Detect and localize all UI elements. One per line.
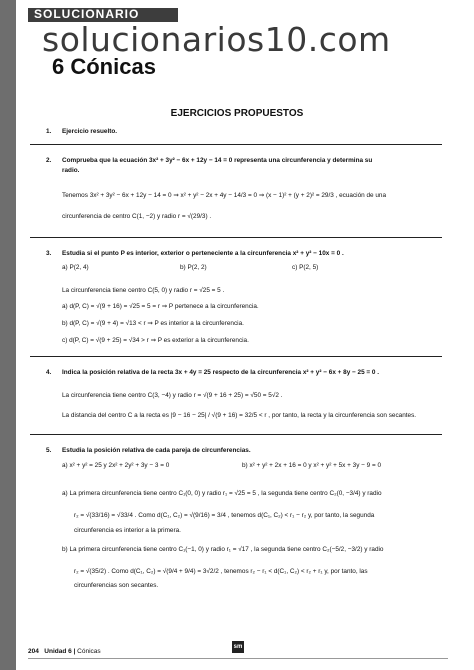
page-footer <box>28 648 101 655</box>
left-margin-bar <box>0 0 16 670</box>
exercise-1-text: Ejercicio resuelto. <box>62 128 118 135</box>
exercise-2-answer: Tenemos 3x² + 3y² − 6x + 12y − 14 = 0 ⇒ x² + y² − 2x + 4y − 14/3 = 0 ⇒ (x − 1)² + (y + 2)² = 29/3 , ecuación de una <box>62 192 387 199</box>
unit-title: 6 Cónicas <box>52 54 156 79</box>
divider <box>30 237 442 238</box>
footer-unit: Unidad 6 | <box>44 648 76 655</box>
header-label: SOLUCIONARIO <box>34 7 140 21</box>
exercise-1-number: 1. <box>46 128 52 135</box>
exercise-5-answer-b-cont: r₂ = √(35/2) . Como d(C₁, C₂) = √(9/4 + 9/4) = 3√2/2 , tenemos r₂ − r₁ < d(C₁, C₂) < r₂ + r₁ y, por tanto, las <box>74 568 368 575</box>
exercise-5-answer-a-cont: r₂ = √(33/16) = √33/4 . Como d(C₁, C₂) = √(9/16) = 3/4 , tenemos d(C₁, C₂) < r₁ − r₂ y, por tanto, la segunda <box>74 512 375 519</box>
footer-topic: Cónicas <box>77 648 101 655</box>
exercise-3-answer-b: b) d(P, C) = √(9 + 4) = √13 < r ⇒ P es interior a la circunferencia. <box>62 320 244 327</box>
exercise-5-answer-b: b) La primera circunferencia tiene centro C₁(−1, 0) y radio r₁ = √17 , la segunda tiene centro C₂(−5/2, −3/2) y radio <box>62 546 384 553</box>
watermark: solucionarios10.com <box>42 20 391 59</box>
divider <box>30 434 442 435</box>
exercise-5-question: Estudia la posición relativa de cada pareja de circunferencias. <box>62 447 251 454</box>
exercise-3-number: 3. <box>46 250 52 257</box>
exercise-3-answer-intro: La circunferencia tiene centro C(5, 0) y radio r = √25 = 5 . <box>62 287 225 294</box>
exercise-5-answer-b-end: circunferencias son secantes. <box>74 582 159 589</box>
exercise-3-option-a: a) P(2, 4) <box>62 264 89 271</box>
exercise-3-question: Estudia si el punto P es interior, exterior o perteneciente a la circunferencia x² + y² − 10x = 0 . <box>62 250 344 257</box>
exercise-2-question: Comprueba que la ecuación 3x² + 3y² − 6x + 12y − 14 = 0 representa una circunferencia y determina su <box>62 157 373 164</box>
exercise-5-number: 5. <box>46 447 52 454</box>
exercise-3-option-c: c) P(2, 5) <box>292 264 319 271</box>
exercise-3-answer-a: a) d(P, C) = √(9 + 16) = √25 = 5 = r ⇒ P pertenece a la circunferencia. <box>62 303 259 310</box>
exercise-2-number: 2. <box>46 157 52 164</box>
section-title: EJERCICIOS PROPUESTOS <box>170 108 304 119</box>
page-number: 204 <box>28 648 39 655</box>
exercise-4-question: Indica la posición relativa de la recta 3x + 4y = 25 respecto de la circunferencia x² + y² − 6x + 8y − 25 = 0 . <box>62 369 380 376</box>
divider <box>30 144 442 145</box>
exercise-3-option-b: b) P(2, 2) <box>180 264 207 271</box>
exercise-5-answer-a-end: circunferencia es interior a la primera. <box>74 527 181 534</box>
exercise-4-answer-cont: La distancia del centro C a la recta es |9 − 16 − 25| / √(9 + 16) = 32/5 < r , por tanto, la recta y la circunferencia son secantes. <box>62 412 417 419</box>
exercise-5-option-b: b) x² + y² + 2x + 16 = 0 y x² + y² + 5x + 3y − 9 = 0 <box>242 462 382 469</box>
exercise-3-answer-c: c) d(P, C) = √(9 + 25) = √34 > r ⇒ P es exterior a la circunferencia. <box>62 337 249 344</box>
footer-rule <box>28 658 448 659</box>
divider <box>30 356 442 357</box>
publisher-logo: sm <box>232 641 244 653</box>
exercise-4-answer: La circunferencia tiene centro C(3, −4) y radio r = √(9 + 16 + 25) = √50 = 5√2 . <box>62 392 283 399</box>
exercise-2-answer-cont: circunferencia de centro C(1, −2) y radio r = √(29/3) . <box>62 213 212 220</box>
exercise-5-answer-a: a) La primera circunferencia tiene centro C₁(0, 0) y radio r₁ = √25 = 5 , la segunda tiene centro C₂(0, −3/4) y radio <box>62 490 382 497</box>
exercise-4-number: 4. <box>46 369 52 376</box>
exercise-2-question-cont: radio. <box>62 167 80 174</box>
exercise-5-option-a: a) x² + y² = 25 y 2x² + 2y² + 3y − 3 = 0 <box>62 462 170 469</box>
